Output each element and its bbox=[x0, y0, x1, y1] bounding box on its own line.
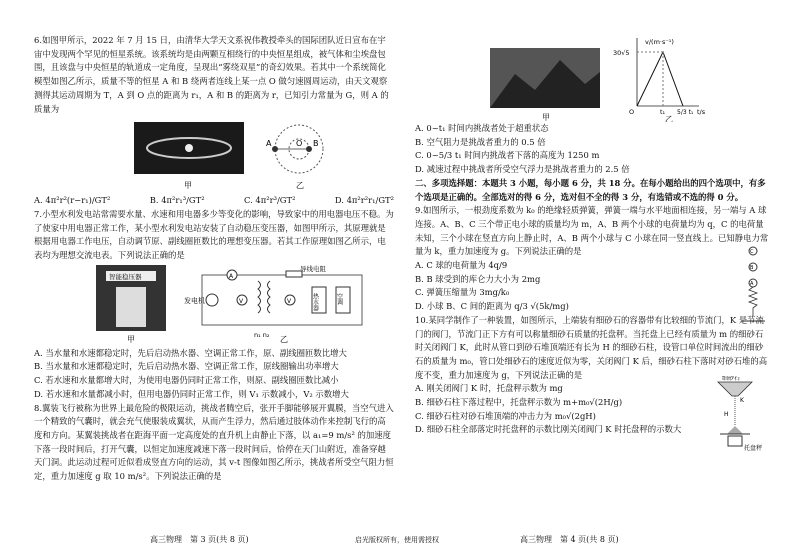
q7-option-a[interactable]: A. 当水量和水速都稳定时，先后启动热水器、空调正常工作，原、副线圈匝数比增大 bbox=[34, 347, 347, 358]
q10-option-c[interactable]: C. 细砂石柱对砂石堆顶端的冲击力为 m₀√(2gH) bbox=[415, 410, 596, 421]
q7-option-c[interactable]: C. 若水速和水量都增大时，为使用电器仍同时正常工作，则原、副线圈匝数比减小 bbox=[34, 375, 339, 386]
primary-coil-shape bbox=[258, 281, 261, 313]
q9-block bbox=[415, 204, 770, 314]
q7-figure-svg bbox=[34, 263, 394, 347]
q6-figures bbox=[34, 116, 394, 194]
label-a: A bbox=[266, 139, 272, 149]
q10-block bbox=[415, 314, 770, 453]
q8-label-yi: 乙 bbox=[665, 115, 673, 122]
y-axis-label: v/(m·s⁻¹) bbox=[645, 38, 674, 46]
q6-option-b[interactable]: B. 4π²r₁³/GT² bbox=[149, 195, 205, 206]
voltmeter-1-letter: V bbox=[239, 297, 244, 305]
turns-label: n₁ n₂ bbox=[254, 330, 270, 339]
ammeter-letter: A bbox=[229, 272, 234, 280]
generator-icon bbox=[206, 294, 218, 306]
q7-option-d[interactable]: D. 若水速和水量都减小时，但用电器仍同时正常工作，则 V₁ 示数减小，V₂ 示数增大 bbox=[34, 388, 349, 399]
y-tick-peak: 30√5 bbox=[613, 49, 630, 57]
q6-label-jia: 甲 bbox=[184, 181, 192, 191]
q6-option-d[interactable]: D. 4π²r²r₁/GT² bbox=[334, 195, 394, 206]
x-tick-53t1: 5/3 t₁ bbox=[677, 109, 694, 116]
q8-option-b[interactable]: B. 空气阻力是挑战者重力的 0.5 倍 bbox=[415, 136, 546, 147]
footer-right: 高三物理 第 4 页(共 8 页) bbox=[520, 535, 619, 544]
spring-shape bbox=[749, 287, 757, 316]
q10-stem: 10.某同学制作了一种装置，如图所示，上端装有细砂石的容器带有比较细的节流门，K 是节流门的阀门，节流门正下方有可以称量细砂石质量的托盘秤。当托盘上已经有质量为 m 的细砂石时关闭阀门 K，此时从管口到砂石堆顶端还有长为 H 的细砂石柱，设管口单位时间流出的细砂石的质量为 m₀，管口处细砂石的速度近似为零，关闭阀门 K 后，细砂石柱下落时对砂石堆的高度不变，重力加速度为 g，下列说法正确的是 bbox=[415, 314, 768, 380]
q8-option-d[interactable]: D. 减速过程中挑战者所受空气浮力是挑战者重力的 2.5 倍 bbox=[415, 164, 630, 175]
footer-left: 高三物理 第 3 页(共 8 页) bbox=[150, 535, 249, 544]
q10-option-d[interactable]: D. 细砂石柱全部落定时托盘秤的示数比刚关闭阀门 K 时托盘秤的示数大 bbox=[415, 424, 682, 435]
secondary-coil-shape bbox=[268, 281, 271, 313]
generator-label: 发电机 bbox=[184, 296, 205, 305]
q10-options bbox=[415, 376, 770, 453]
q8-option-a[interactable]: A. 0~t₁ 时间内挑战者处于超重状态 bbox=[415, 123, 549, 133]
ball-c-label: C bbox=[750, 249, 754, 256]
valve-label: K bbox=[740, 397, 744, 405]
origin-label: O bbox=[629, 108, 635, 116]
q6-option-c[interactable]: C. 4π²r³/GT² bbox=[243, 195, 296, 206]
q8-stem: 8.翼装飞行被称为世界上最危险的极限运动，挑战者腾空后，张开手脚能够展开翼膜，当空气进入一个精致的气囊时，就会充气使服装成翼状，从而产生浮力，然后通过肢体动作来控制飞行的高度和方向。某翼装挑战者在距海平面一定高度处的直升机上由静止下落，以 a₁=9 m/s² 的加速度下落一段时间后，打开气囊，以恒定加速度减速下落一段时间后，恰停在天门山附近，准备穿越天门洞。此运动过程可近似看成竖直方向的运动，其 v-t 图像如图乙所示，挑战者所受空气阻力恒定，重力加速度 g 取 10 m/s²。下列说法正确的是 bbox=[34, 402, 394, 482]
q7-label-jia: 甲 bbox=[127, 334, 135, 344]
q7-stem: 7.小型水利发电站常需要水量、水速和用电器多少等变化的影响，导致家中的用电器电压不稳。为了使家中用电器正常工作，某小型水利发电站安装了自动稳压变压器，如图甲所示，其原理就是根据用电器工作电压，自动调节原、副线圈匝数比的理想变压器。若其工作原理如图乙所示，电表均为理想交流电表。下列说法正确的是 bbox=[34, 208, 394, 261]
q6-figure-svg bbox=[34, 116, 394, 194]
water-heater-label: 热水器 bbox=[311, 292, 319, 311]
section-2-heading: 二、多项选择题：本题共 3 小题，每小题 6 分，共 18 分。在每小题给出的四个选项中，有多个选项是正确的。全部选对的得 6 分，选对但不全的得 3 分，有选错或不选的得 0 分。 bbox=[415, 177, 766, 202]
q6-option-a[interactable]: A. 4π²r²(r−r₁)/GT² bbox=[34, 195, 111, 206]
sand-label: 细砂石 bbox=[722, 376, 741, 383]
q9-option-d[interactable]: D. 小球 B、C 间的距离为 q/3 √(5k/mg) bbox=[415, 301, 569, 312]
q9-option-a[interactable]: A. C 球的电荷量为 4q/9 bbox=[415, 260, 508, 271]
q6-stem: 6.如图甲所示，2022 年 7 月 15 日，由清华大学天文系祝伟教授牵头的国际团队近日宣布在宇宙中发现两个罕见的恒星系统。该系统均是由两颗互相绕行的中央恒星组成，被气体和尘埃盘包围，且该盘与中央恒星的轨道成一定角度，呈现出“雾绕双星”的奇幻效果。若其中一个系统简化模型如图乙所示，质量不等的恒星 A 和 B 绕两者连线上某一点 O 做匀速圆周运动，由天文观察测得其运动周期为 T，A 到 O 点的距离为 r₁，A 和 B 的距离为 r，已知引力常量为 G，则 A 的质量为 bbox=[34, 35, 389, 114]
right-column bbox=[415, 34, 770, 453]
ball-a-label: A bbox=[750, 281, 754, 288]
x-axis-label: t/s bbox=[697, 108, 706, 116]
regulator-sign: 智能稳压器 bbox=[109, 272, 142, 281]
height-label: H bbox=[724, 411, 729, 419]
ball-b-label: B bbox=[750, 265, 754, 272]
regulator-body bbox=[116, 287, 146, 327]
q10-option-b[interactable]: B. 细砂石柱下落过程中，托盘秤示数为 m+m₀√(2H/g) bbox=[415, 397, 623, 408]
scale-body-shape bbox=[728, 436, 742, 446]
q7-label-yi: 乙 bbox=[280, 334, 288, 344]
ac-label: 空调 bbox=[335, 292, 343, 305]
label-b: B bbox=[313, 139, 319, 149]
star-core-shape bbox=[185, 144, 193, 152]
q6-label-yi: 乙 bbox=[296, 181, 304, 191]
footer-center: 启光版权所有，使用需授权 bbox=[355, 536, 439, 544]
left-column bbox=[34, 34, 394, 484]
q6-options bbox=[34, 194, 394, 208]
tray-label: 托盘秤 bbox=[744, 445, 763, 453]
q9-stem: 9.如图所示，一根劲度系数为 k₀ 的绝缘轻质弹簧，弹簧一端与水平地面相连接，另一端与 A 球连接。A、B、C 三个带正电小球的质量均为 m，A、B 两个小球的电荷量均为 q，C 的电荷量未知，三个小球在竖直方向上静止时，A、B 两个小球与 C 小球在同一竖直线上。已知静电力常量为 k，重力加速度为 g。下列说法正确的是 bbox=[415, 205, 769, 257]
q8-figure-svg bbox=[415, 34, 770, 122]
q8-option-c[interactable]: C. 0~5/3 t₁ 时间内挑战者下落的高度为 1250 m bbox=[415, 150, 600, 161]
q7-figures bbox=[34, 263, 394, 347]
q10-option-a[interactable]: A. 刚关闭阀门 K 时，托盘秤示数为 mg bbox=[415, 383, 563, 394]
voltmeter-2-letter: V bbox=[287, 297, 292, 305]
q7-option-b[interactable]: B. 当水量和水速都稳定时，先后启动热水器、空调正常工作，原线圈输出功率增大 bbox=[34, 361, 339, 372]
x-tick-t1: t₁ bbox=[660, 108, 666, 116]
sand-pile-shape bbox=[727, 426, 743, 434]
q8-figures bbox=[415, 34, 770, 122]
q9-option-b[interactable]: B. B 球受到的库仑力大小为 2mg bbox=[415, 273, 541, 284]
q10-figure-svg bbox=[700, 376, 770, 454]
hopper-shape bbox=[718, 382, 752, 396]
wire-resistor-label: 导线电阻 bbox=[300, 264, 326, 273]
q8-label-jia: 甲 bbox=[542, 113, 550, 122]
q9-option-c[interactable]: C. 弹簧压缩量为 3mg/k₀ bbox=[415, 287, 510, 298]
label-o: O bbox=[296, 139, 303, 149]
vt-series-line bbox=[637, 52, 683, 106]
q9-options bbox=[415, 249, 770, 314]
